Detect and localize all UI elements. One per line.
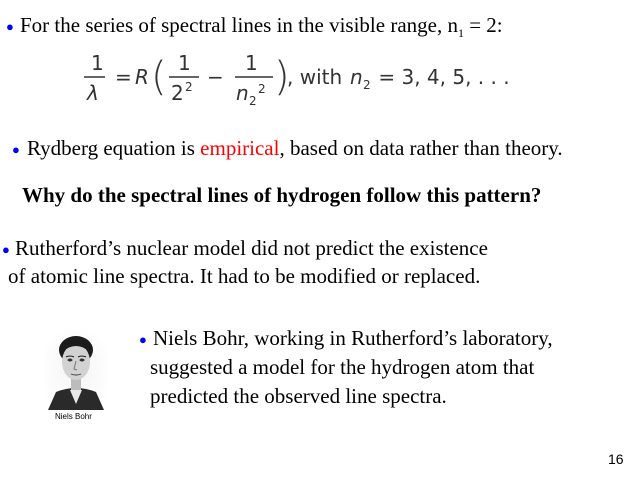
eq-n-exp: 2 bbox=[258, 82, 266, 96]
eq-frac1-num: 1 bbox=[178, 51, 191, 75]
eq-lambda: λ bbox=[87, 81, 99, 105]
question-heading: Why do the spectral lines of hydrogen follow this pattern? bbox=[22, 183, 542, 207]
svg-text:): ) bbox=[274, 54, 290, 100]
bullet-icon: ● bbox=[12, 142, 20, 157]
bullet-bohr-line1: Niels Bohr, working in Rutherford’s laboratory, bbox=[153, 326, 553, 350]
niels-bohr-portrait bbox=[44, 330, 108, 410]
eq-R: R bbox=[135, 65, 149, 89]
eq-n2-sub: 2 bbox=[363, 78, 371, 92]
bullet-icon: ● bbox=[2, 242, 10, 257]
bullet-bohr-line2: suggested a model for the hydrogen atom that bbox=[150, 355, 535, 379]
eq-n2: n bbox=[350, 65, 363, 89]
eq-two-exp: 2 bbox=[185, 80, 193, 94]
eq-numerator-one: 1 bbox=[91, 51, 104, 75]
bullet-icon: ● bbox=[6, 19, 14, 34]
eq-values: = 3, 4, 5, . . . bbox=[372, 65, 510, 89]
bullet-rutherford-line1: Rutherford’s nuclear model did not predict the existence bbox=[15, 236, 488, 260]
eq-equals: = bbox=[115, 65, 132, 89]
bullet-rutherford-line2: of atomic line spectra. It had to be modified or replaced. bbox=[8, 264, 481, 288]
rydberg-equation bbox=[75, 50, 535, 110]
eq-with: , with bbox=[287, 65, 349, 89]
bullet-icon: ● bbox=[139, 332, 147, 347]
eq-n-sub: 2 bbox=[249, 94, 257, 108]
bullet-rydberg-empirical: Rydberg equation is empirical, based on data rather than theory. bbox=[27, 136, 563, 160]
eq-frac2-num: 1 bbox=[245, 51, 258, 75]
svg-text:(: ( bbox=[151, 54, 167, 100]
eq-n: n bbox=[236, 81, 249, 105]
bullet-series-visible: For the series of spectral lines in the visible range, $n_1 = 2$: bbox=[20, 13, 503, 41]
bullet-bohr-line3: predicted the observed line spectra. bbox=[150, 384, 447, 408]
page-number: 16 bbox=[608, 451, 624, 467]
highlight-empirical: empirical bbox=[200, 136, 280, 160]
portrait-caption: Niels Bohr bbox=[55, 412, 92, 421]
eq-two: 2 bbox=[171, 81, 184, 105]
eq-minus: − bbox=[207, 65, 224, 89]
